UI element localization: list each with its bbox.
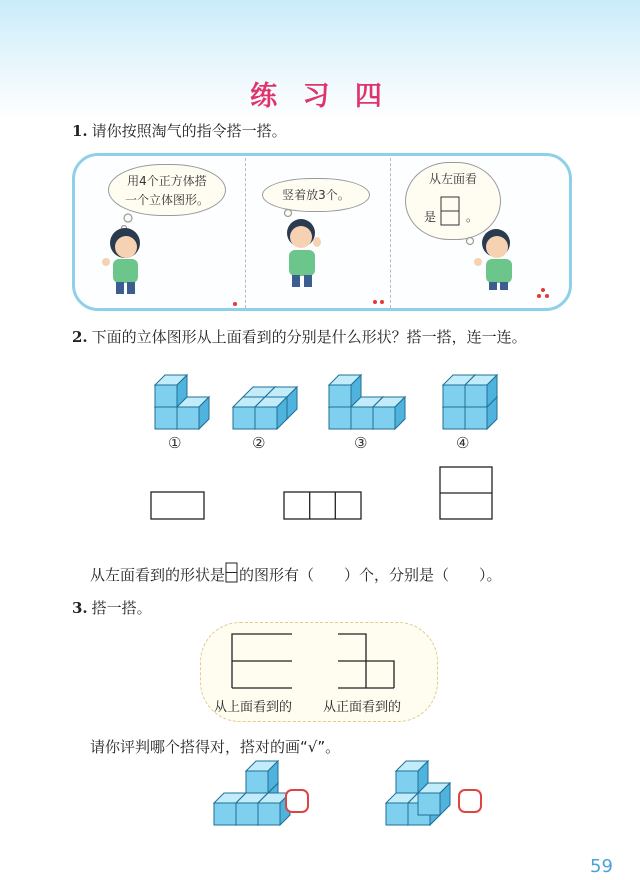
answer-box-1[interactable] bbox=[285, 789, 309, 813]
figure-3-cube bbox=[373, 397, 405, 429]
figure-label-3: ③ bbox=[354, 434, 368, 452]
candidate-a-cube bbox=[246, 761, 278, 793]
figure-label-4: ④ bbox=[456, 434, 470, 452]
top-view-drawing bbox=[228, 632, 298, 692]
answer-box-2[interactable] bbox=[458, 789, 482, 813]
speech-bubble-1-line1: 用4个正方体搭 bbox=[127, 174, 207, 188]
figure-2-cube bbox=[255, 397, 287, 429]
figure-1-cube bbox=[177, 397, 209, 429]
left-view-shape-icon bbox=[225, 562, 239, 584]
fill-in-middle[interactable]: 的图形有（ ）个，分别是（ ）。 bbox=[239, 566, 502, 584]
speech-bubble-1-line2: 一个立体图形。 bbox=[124, 193, 209, 207]
figure-label-1: ① bbox=[168, 434, 182, 452]
fill-in-blank-sentence bbox=[90, 562, 502, 585]
speech-bubble-3-suffix: 。 bbox=[466, 210, 479, 224]
page-title: 练 习 四 bbox=[250, 81, 390, 112]
question-1-text: 请你按照淘气的指令搭一搭。 bbox=[91, 122, 287, 140]
top-view-label: 从上面看到的 bbox=[214, 700, 293, 715]
question-3-text: 搭一搭。 bbox=[91, 599, 152, 617]
top-view-option-1 bbox=[150, 491, 206, 521]
speech-bubble-3-prefix: 是 bbox=[424, 210, 437, 224]
top-view-option-3 bbox=[439, 466, 495, 522]
question-2-text: 下面的立体图形从上面看到的分别是什么形状？搭一搭，连一连。 bbox=[91, 328, 527, 346]
question-2-number: 2. bbox=[72, 328, 88, 346]
speech-bubble-3-line1: 从左面看 bbox=[428, 172, 477, 186]
figure-label-2: ② bbox=[252, 434, 266, 452]
figure-4-cube bbox=[465, 375, 497, 407]
question-3 bbox=[72, 597, 152, 618]
speech-bubble-2-line1: 竖着放3个。 bbox=[282, 188, 350, 202]
judge-instruction: 请你评判哪个搭得对，搭对的画“√”。 bbox=[90, 738, 341, 756]
page-number: 59 bbox=[590, 856, 613, 877]
question-1-number: 1. bbox=[72, 122, 88, 140]
fill-in-prefix: 从左面看到的形状是 bbox=[90, 566, 226, 584]
front-view-drawing bbox=[336, 632, 402, 692]
candidate-b-cube bbox=[418, 783, 450, 815]
front-view-label: 从正面看到的 bbox=[323, 700, 402, 715]
top-view-option-2 bbox=[283, 491, 363, 521]
question-3-number: 3. bbox=[72, 599, 88, 617]
